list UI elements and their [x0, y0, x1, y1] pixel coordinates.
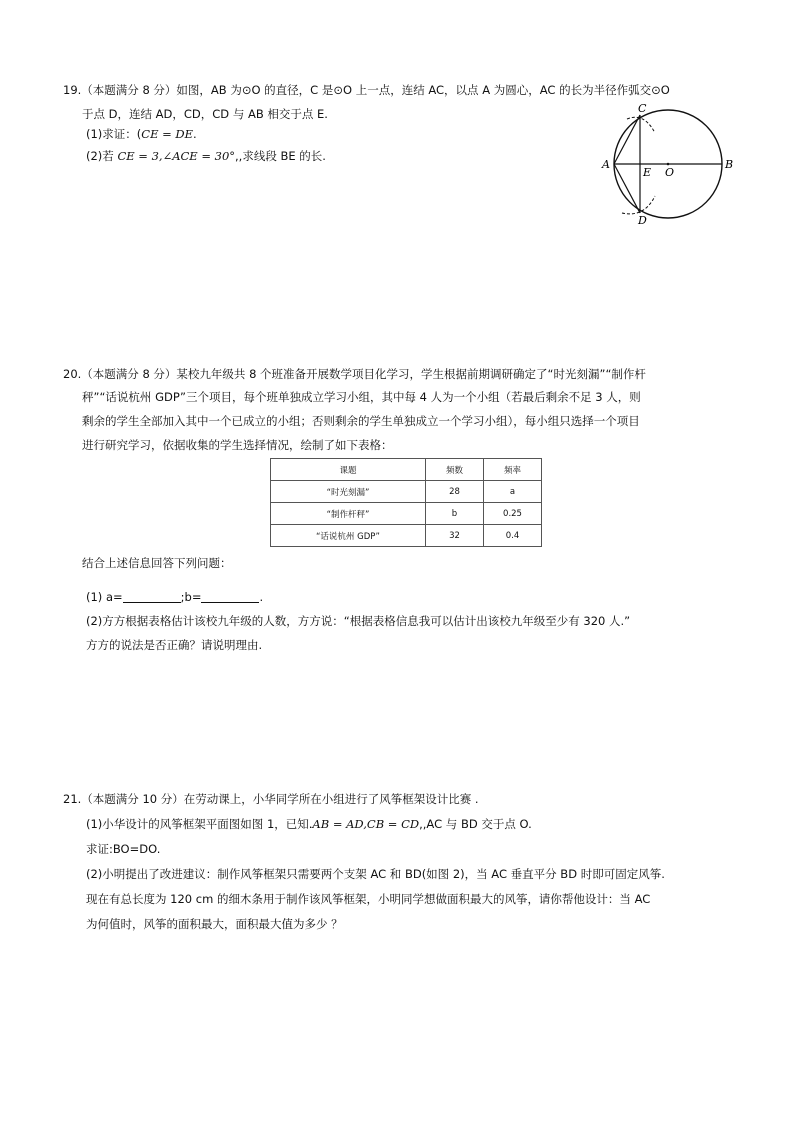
label-a: A: [602, 158, 610, 171]
label-e: E: [643, 166, 652, 179]
table-row: [271, 525, 542, 547]
label-o: O: [665, 166, 675, 179]
table-cell: “制作杆秤”: [271, 503, 426, 525]
table-cell: 0.25: [484, 503, 542, 525]
center-dot: [667, 163, 670, 166]
q19-line1: 19.（本题满分 8 分）如图，AB 为⊙O 的直径，C 是⊙O 上一点，连结 AC，以点 A 为圆心，AC 的长为半径作弧交⊙O: [63, 83, 670, 97]
q21-part1-line2: 求证:BO=DO.: [86, 842, 161, 856]
q20-part2-line2: 方方的说法是否正确？请说明理由.: [86, 638, 263, 652]
q19-part2: [86, 148, 326, 164]
q20-after-table: 结合上述信息回答下列问题：: [82, 556, 232, 570]
q19-part2-suffix: ,,求线段 BE 的长.: [235, 149, 326, 163]
label-b: B: [725, 158, 734, 171]
table-cell: b: [426, 503, 484, 525]
q20-line4: 进行研究学习，依据收集的学生选择情况，绘制了如下表格：: [82, 438, 393, 452]
q20-part1-end: .: [259, 590, 264, 604]
q20-line2: 秤”“话说杭州 GDP”三个项目，每个班单独成立学习小组，其中每 4 人为一个小组（若最后剩余不足 3 人，则: [82, 390, 641, 404]
q21-part1-prefix: (1)小华设计的风筝框架平面图如图 1，已知.: [86, 817, 313, 831]
q20-part2-line1: (2)方方根据表格估计该校九年级的人数，方方说：“根据表格信息我可以估计出该校九年级至少有 320 人.”: [86, 614, 631, 628]
q20-part1-a-label: (1) a=: [86, 590, 123, 604]
answer-blank-a[interactable]: [123, 590, 181, 603]
table-cell: 32: [426, 525, 484, 547]
q20-part1-b-label: ;b=: [180, 590, 202, 604]
q19-part1-math: CE = DE: [141, 127, 194, 141]
segment-ad: [614, 164, 640, 213]
q21-part1-suffix: ,,AC 与 BD 交于点 O.: [419, 817, 532, 831]
q20-part1: [86, 589, 263, 605]
q19-part2-prefix: (2)若: [86, 149, 118, 163]
answer-blank-b[interactable]: [201, 590, 259, 603]
table-header: 频率: [484, 459, 542, 481]
q20-line3: 剩余的学生全部加入其中一个已成立的小组；否则剩余的学生单独成立一个学习小组），每小组只选择一个项目: [82, 414, 640, 428]
label-d: D: [638, 214, 647, 227]
q19-part1-prefix: (1)求证：(: [86, 127, 142, 141]
q19-part1-suffix: .: [193, 127, 197, 141]
label-c: C: [638, 102, 647, 115]
table-cell: a: [484, 481, 542, 503]
table-cell: 0.4: [484, 525, 542, 547]
table-row: [271, 481, 542, 503]
table-header-row: [271, 459, 542, 481]
q21-part1-math: AB = AD,CB = CD: [312, 817, 420, 831]
table-header: 频数: [426, 459, 484, 481]
table-cell: 28: [426, 481, 484, 503]
table-row: [271, 503, 542, 525]
q19-line2: 于点 D，连结 AD，CD，CD 与 AB 相交于点 E.: [82, 107, 328, 121]
frequency-table: [270, 458, 542, 547]
q20-line1: 20.（本题满分 8 分）某校九年级共 8 个班准备开展数学项目化学习，学生根据前期调研确定了“时光刻漏”“制作杆: [63, 367, 646, 381]
segment-ac: [614, 115, 640, 164]
q21-part1: [86, 816, 532, 832]
table-cell: “话说杭州 GDP”: [271, 525, 426, 547]
q21-part2-line1: (2)小明提出了改进建议：制作风筝框架只需要两个支架 AC 和 BD(如图 2)，当 AC 垂直平分 BD 时即可固定风筝.: [86, 867, 665, 881]
q19-part2-math: CE = 3,∠ACE = 30°: [117, 149, 236, 163]
table-cell: “时光刻漏”: [271, 481, 426, 503]
q19-circle-figure: [600, 100, 740, 230]
q19-part1: [86, 126, 197, 142]
q21-line1: 21.（本题满分 10 分）在劳动课上，小华同学所在小组进行了风筝框架设计比赛 .: [63, 792, 479, 806]
table-header: 课题: [271, 459, 426, 481]
q21-part2-line2: 现在有总长度为 120 cm 的细木条用于制作该风筝框架，小明同学想做面积最大的风筝，请你帮他设计：当 AC: [86, 892, 651, 906]
q21-part2-line3: 为何值时，风筝的面积最大，面积最大值为多少 ？: [86, 917, 343, 931]
